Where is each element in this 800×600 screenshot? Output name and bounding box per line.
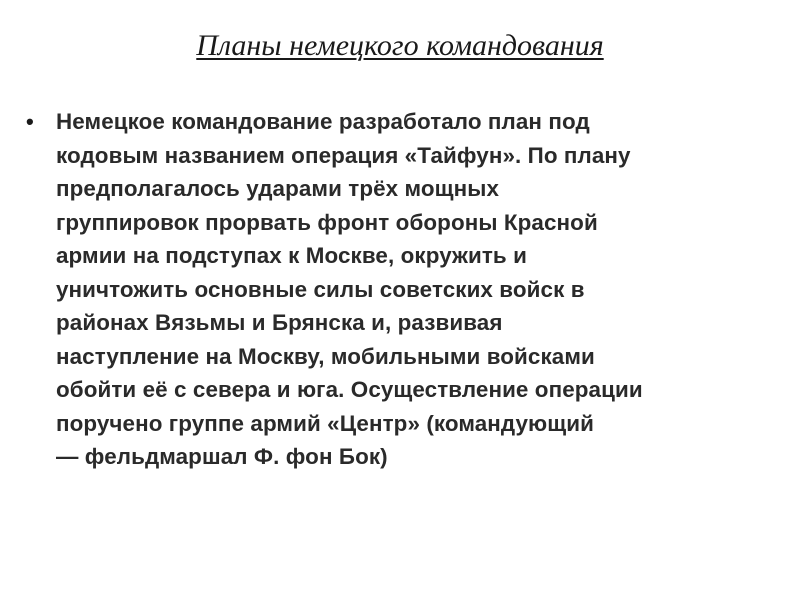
text-line: — фельдмаршал Ф. фон Бок) [56, 444, 388, 469]
bullet-list [26, 105, 776, 474]
bullet-item [26, 105, 776, 474]
slide-title: Планы немецкого командования [196, 29, 604, 62]
text-line: предполагалось ударами трёх мощных [56, 176, 500, 201]
text-line: обойти её с севера и юга. Осуществление операции [56, 377, 643, 402]
bullet-text [56, 105, 776, 474]
text-line: Немецкое командование разработало план под [56, 109, 590, 134]
text-line: кодовым названием операция «Тайфун». По плану [56, 142, 631, 168]
text-line: группировок прорвать фронт обороны Красной [56, 209, 598, 235]
text-line: поручено группе армий «Центр» (командующий [56, 410, 594, 436]
text-line: наступление на Москву, мобильными войсками [56, 343, 595, 369]
text-line: уничтожить основные силы советских войск в [56, 276, 585, 302]
text-line: армии на подступах к Москве, окружить и [56, 243, 527, 268]
text-line: районах Вязьмы и Брянска и, развивая [56, 310, 503, 335]
bullet-icon: • [26, 109, 34, 134]
